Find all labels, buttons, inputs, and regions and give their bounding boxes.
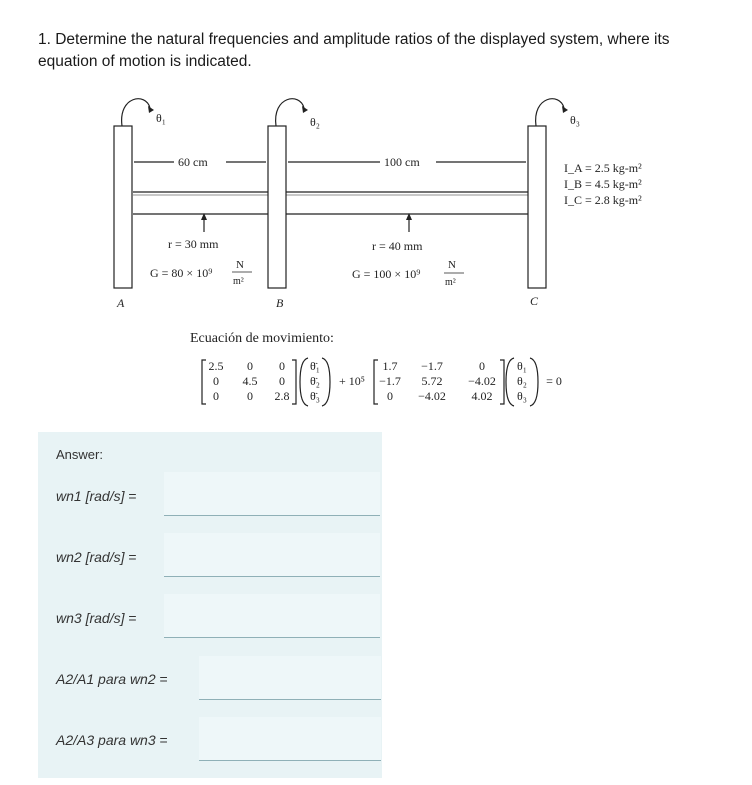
wn3-label: [56, 610, 137, 626]
stiffness-matrix-cell: −1.7: [421, 359, 443, 373]
rotation-arrow-3: [536, 99, 564, 126]
mass-matrix-cell: 0: [213, 374, 219, 388]
accel-vector-cell: θ̈₁: [310, 359, 320, 373]
rotation-arrowhead-3: [562, 106, 568, 113]
inertia-a-label: I_A = 2.5 kg-m²: [564, 161, 642, 175]
shear-modulus-1-label: G = 80 × 10⁹: [150, 266, 213, 280]
mass-matrix-cell: 0: [247, 389, 253, 403]
wn1-input[interactable]: [164, 472, 380, 516]
length-1-label: 60 cm: [178, 155, 208, 169]
rotation-arrow-1: [122, 99, 150, 126]
equals-sign: =: [128, 488, 137, 504]
a2-a3-label-text: A2/A3 para wn3: [56, 732, 156, 748]
equation-title: Ecuación de movimiento:: [190, 331, 334, 346]
disk-b-label: B: [276, 296, 284, 310]
answer-label: Answer:: [56, 447, 103, 462]
stiffness-matrix-cell: 0: [479, 359, 485, 373]
disp-vector-cell: θ₁: [517, 359, 527, 373]
answer-panel: [38, 432, 382, 778]
equation-rhs: = 0: [546, 374, 562, 388]
a2-a1-label: [56, 671, 168, 687]
stiffness-matrix-cell: −4.02: [468, 374, 496, 388]
stiffness-matrix-cell: 1.7: [382, 359, 398, 373]
inertia-c-label: I_C = 2.8 kg-m²: [564, 193, 642, 207]
unit-num-2: N: [448, 259, 456, 271]
rotation-arrowhead-1: [148, 106, 154, 113]
theta-3-label: θ₃: [570, 113, 580, 127]
wn2-label: [56, 549, 137, 565]
wn2-label-text: wn2 [rad/s]: [56, 549, 125, 565]
disk-a-label: A: [117, 296, 125, 310]
wn1-label-text: wn1 [rad/s]: [56, 488, 125, 504]
wn3-label-text: wn3 [rad/s]: [56, 610, 125, 626]
inertia-b-label: I_B = 4.5 kg-m²: [564, 177, 642, 191]
stiffness-matrix-cell: 5.72: [421, 374, 443, 388]
accel-vector-cell: θ̈₂: [310, 374, 320, 388]
wn1-label: [56, 488, 137, 504]
disk-b: [268, 126, 286, 288]
stiffness-matrix-cell: −4.02: [418, 389, 446, 403]
mass-matrix-cell: 2.8: [274, 389, 290, 403]
a2-a1-input[interactable]: [199, 656, 381, 700]
stiffness-factor: + 10⁵: [339, 374, 365, 388]
equals-sign: =: [159, 732, 168, 748]
disk-c-label: C: [530, 294, 539, 308]
mass-matrix-cell: 4.5: [242, 374, 258, 388]
equals-sign: =: [159, 671, 168, 687]
equals-sign: =: [128, 610, 137, 626]
a2-a3-label: [56, 732, 168, 748]
mass-matrix-cell: 0: [279, 359, 285, 373]
rotation-arrowhead-2: [302, 106, 308, 113]
stiffness-matrix-cell: −1.7: [379, 374, 401, 388]
radius-2-label: r = 40 mm: [372, 239, 423, 253]
disk-c: [528, 126, 546, 288]
accel-vector-cell: θ̈₃: [310, 389, 320, 403]
theta-2-label: θ₂: [310, 115, 320, 129]
wn3-input[interactable]: [164, 594, 380, 638]
stiffness-matrix-cell: 0: [387, 389, 393, 403]
unit-den-2: m²: [445, 277, 456, 288]
length-2-label: 100 cm: [384, 155, 420, 169]
shear-modulus-2-label: G = 100 × 10⁹: [352, 267, 421, 281]
theta-1-label: θ₁: [156, 111, 166, 125]
mass-matrix-cell: 0: [247, 359, 253, 373]
rotation-arrow-2: [276, 99, 304, 126]
a2-a1-label-text: A2/A1 para wn2: [56, 671, 156, 687]
radius-1-label: r = 30 mm: [168, 237, 219, 251]
a2-a3-input[interactable]: [199, 717, 381, 761]
mass-matrix-cell: 2.5: [208, 359, 224, 373]
wn2-input[interactable]: [164, 533, 380, 577]
mass-matrix-cell: 0: [213, 389, 219, 403]
equals-sign: =: [128, 549, 137, 565]
stiffness-matrix-cell: 4.02: [471, 389, 493, 403]
mass-matrix-cell: 0: [279, 374, 285, 388]
unit-num-1: N: [236, 259, 244, 271]
disk-a: [114, 126, 132, 288]
disp-vector-cell: θ₂: [517, 374, 527, 388]
unit-den-1: m²: [233, 276, 244, 287]
disp-vector-cell: θ₃: [517, 389, 527, 403]
question-text: 1. Determine the natural frequencies and amplitude ratios of the displayed system, where its equation of motion is indicated.: [38, 31, 670, 70]
